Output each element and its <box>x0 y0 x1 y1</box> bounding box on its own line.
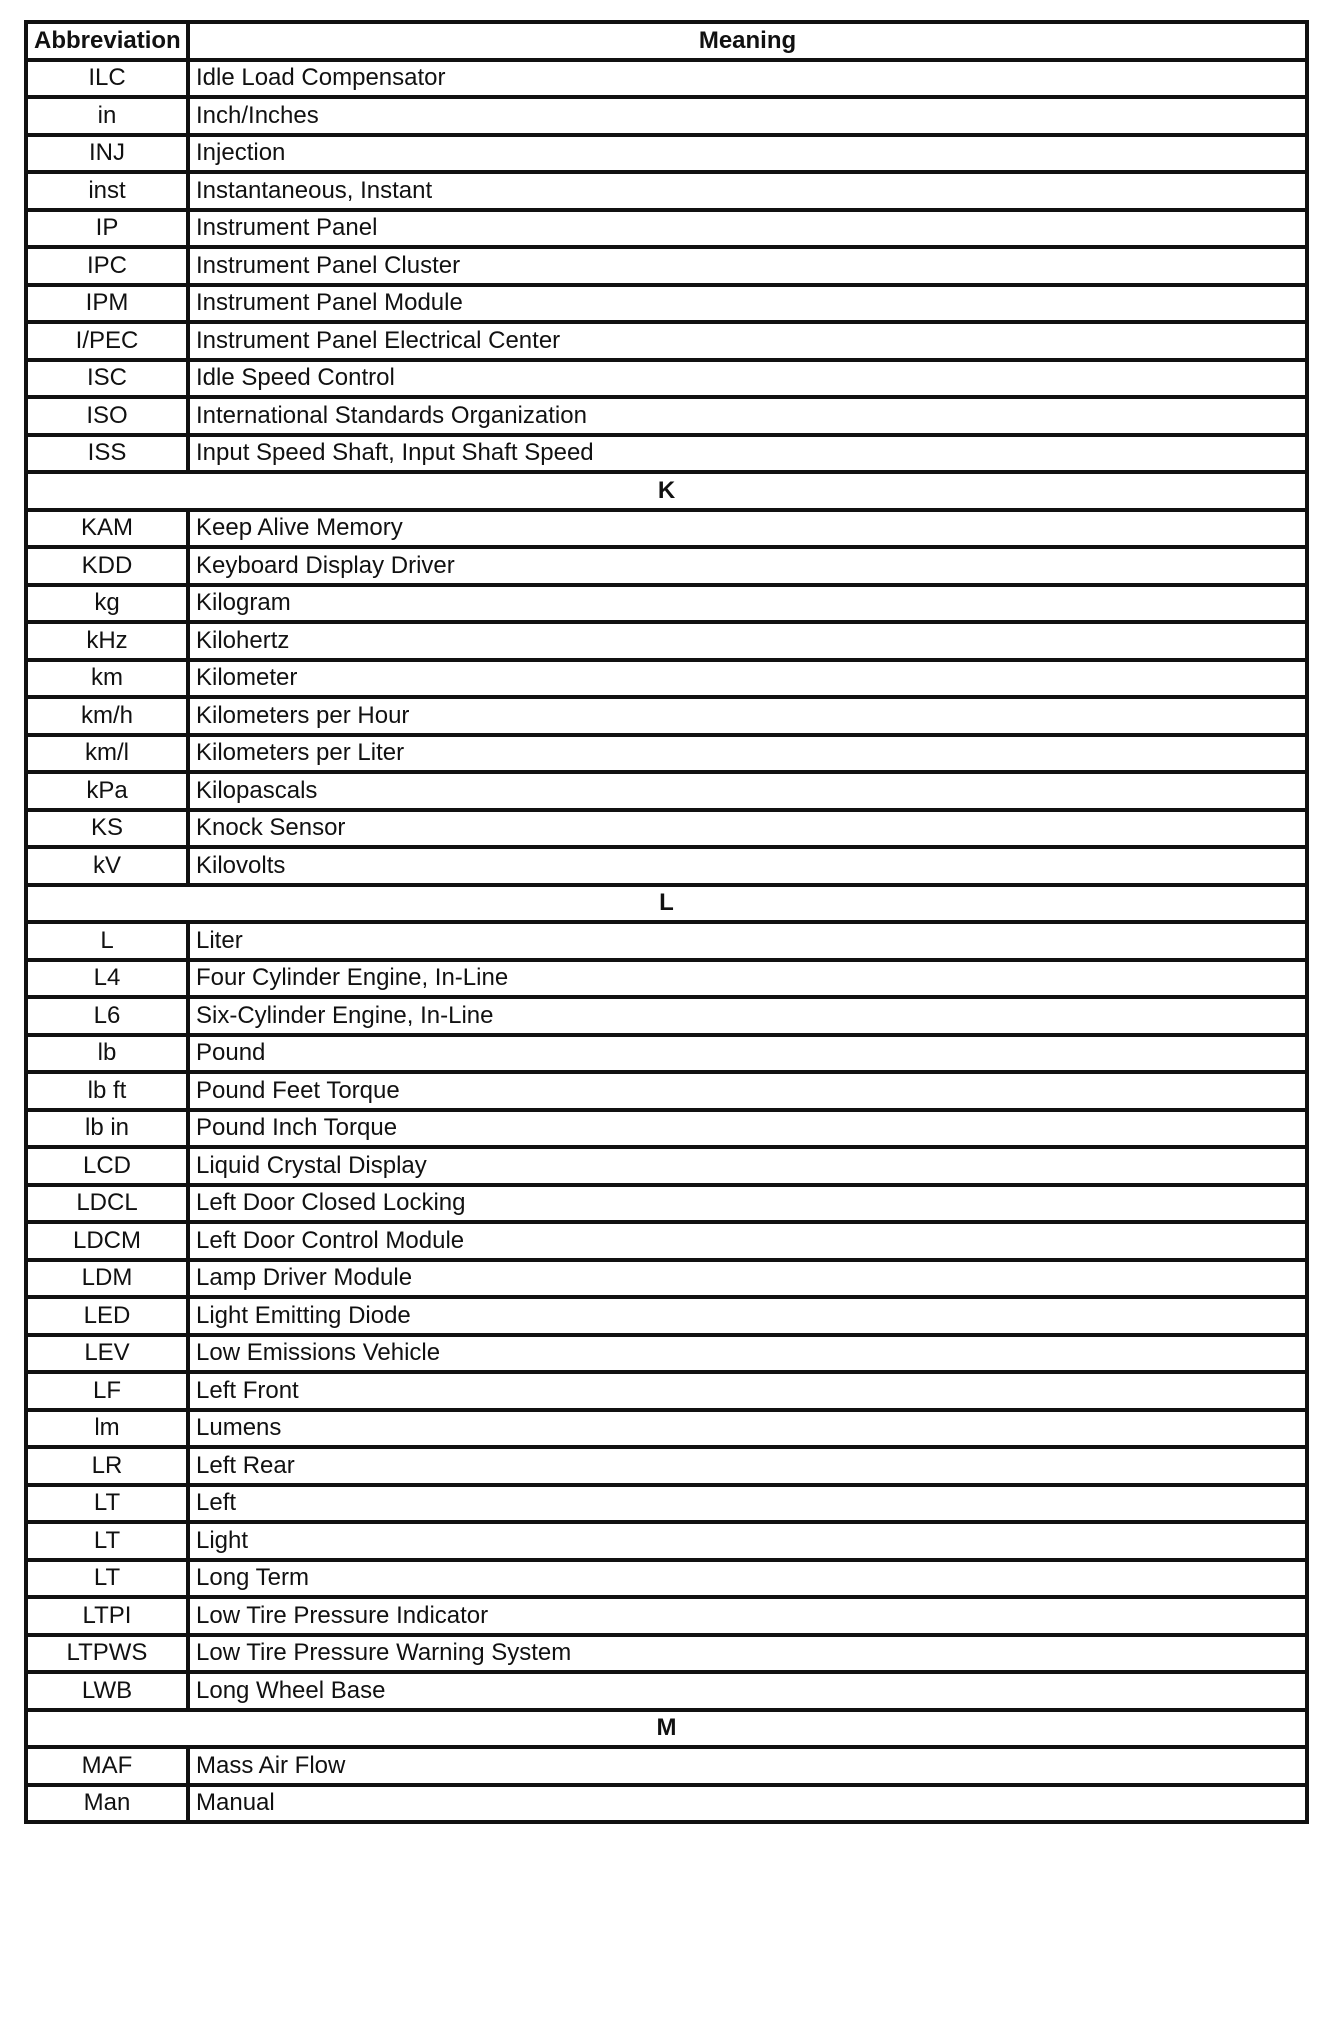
meaning-cell: Idle Speed Control <box>188 360 1307 398</box>
meaning-cell: Left Door Closed Locking <box>188 1185 1307 1223</box>
meaning-cell: Keep Alive Memory <box>188 510 1307 548</box>
table-row <box>26 1747 1307 1785</box>
meaning-cell: Kilopascals <box>188 772 1307 810</box>
table-row <box>26 1560 1307 1598</box>
meaning-cell: Mass Air Flow <box>188 1747 1307 1785</box>
meaning-cell: Pound <box>188 1035 1307 1073</box>
table-row <box>26 285 1307 323</box>
section-row <box>26 472 1307 510</box>
table-row <box>26 922 1307 960</box>
table-row <box>26 1485 1307 1523</box>
meaning-cell: Pound Feet Torque <box>188 1072 1307 1110</box>
meaning-cell: Light <box>188 1522 1307 1560</box>
meaning-cell: Instrument Panel Cluster <box>188 247 1307 285</box>
meaning-cell: Left <box>188 1485 1307 1523</box>
table-row <box>26 97 1307 135</box>
table-row <box>26 1785 1307 1823</box>
table-row <box>26 1597 1307 1635</box>
table-row <box>26 1297 1307 1335</box>
table-row <box>26 1147 1307 1185</box>
abbreviation-cell: LEV <box>26 1335 188 1373</box>
meaning-cell: Manual <box>188 1785 1307 1823</box>
table-row <box>26 810 1307 848</box>
table-row <box>26 135 1307 173</box>
abbreviation-cell: ILC <box>26 60 188 98</box>
abbreviation-cell: km/l <box>26 735 188 773</box>
abbreviation-cell: I/PEC <box>26 322 188 360</box>
abbreviation-cell: LT <box>26 1522 188 1560</box>
table-row <box>26 697 1307 735</box>
table-row <box>26 247 1307 285</box>
meaning-cell: Left Rear <box>188 1447 1307 1485</box>
abbreviation-cell: Man <box>26 1785 188 1823</box>
table-row <box>26 60 1307 98</box>
abbreviation-cell: KS <box>26 810 188 848</box>
meaning-cell: Keyboard Display Driver <box>188 547 1307 585</box>
abbreviation-cell: LR <box>26 1447 188 1485</box>
table-row <box>26 1222 1307 1260</box>
abbreviation-cell: lb <box>26 1035 188 1073</box>
meaning-cell: Instrument Panel Module <box>188 285 1307 323</box>
table-row <box>26 1072 1307 1110</box>
meaning-cell: Low Emissions Vehicle <box>188 1335 1307 1373</box>
meaning-cell: Long Term <box>188 1560 1307 1598</box>
abbreviation-cell: LF <box>26 1372 188 1410</box>
table-row <box>26 847 1307 885</box>
meaning-cell: Left Front <box>188 1372 1307 1410</box>
meaning-cell: Low Tire Pressure Indicator <box>188 1597 1307 1635</box>
table-row <box>26 172 1307 210</box>
table-row <box>26 1335 1307 1373</box>
meaning-cell: Liter <box>188 922 1307 960</box>
abbreviation-cell: kHz <box>26 622 188 660</box>
abbreviation-cell: LDCM <box>26 1222 188 1260</box>
table-row <box>26 1035 1307 1073</box>
meaning-cell: Long Wheel Base <box>188 1672 1307 1710</box>
abbreviation-cell: IPC <box>26 247 188 285</box>
meaning-cell: Low Tire Pressure Warning System <box>188 1635 1307 1673</box>
meaning-cell: Inch/Inches <box>188 97 1307 135</box>
meaning-cell: Pound Inch Torque <box>188 1110 1307 1148</box>
meaning-cell: Kilometers per Liter <box>188 735 1307 773</box>
meaning-cell: Instantaneous, Instant <box>188 172 1307 210</box>
table-row <box>26 960 1307 998</box>
abbreviation-cell: kPa <box>26 772 188 810</box>
abbreviation-cell: L4 <box>26 960 188 998</box>
section-row <box>26 1710 1307 1748</box>
abbreviation-cell: LED <box>26 1297 188 1335</box>
meaning-cell: Kilohertz <box>188 622 1307 660</box>
abbreviation-cell: inst <box>26 172 188 210</box>
abbreviation-cell: IPM <box>26 285 188 323</box>
table-row <box>26 397 1307 435</box>
table-row <box>26 585 1307 623</box>
meaning-cell: Input Speed Shaft, Input Shaft Speed <box>188 435 1307 473</box>
meaning-cell: Injection <box>188 135 1307 173</box>
table-row <box>26 510 1307 548</box>
abbreviation-table <box>24 20 1309 1824</box>
meaning-cell: Idle Load Compensator <box>188 60 1307 98</box>
abbreviation-cell: LDCL <box>26 1185 188 1223</box>
table-row <box>26 622 1307 660</box>
abbreviation-cell: lm <box>26 1410 188 1448</box>
meaning-cell: Instrument Panel Electrical Center <box>188 322 1307 360</box>
header-row <box>26 22 1307 60</box>
meaning-cell: International Standards Organization <box>188 397 1307 435</box>
abbreviation-cell: in <box>26 97 188 135</box>
abbreviation-column-header: Abbreviation <box>26 22 188 60</box>
table-row <box>26 1410 1307 1448</box>
meaning-cell: Six-Cylinder Engine, In-Line <box>188 997 1307 1035</box>
meaning-cell: Left Door Control Module <box>188 1222 1307 1260</box>
meaning-cell: Lumens <box>188 1410 1307 1448</box>
table-row <box>26 735 1307 773</box>
abbreviation-cell: ISC <box>26 360 188 398</box>
meaning-cell: Kilometers per Hour <box>188 697 1307 735</box>
abbreviation-cell: LCD <box>26 1147 188 1185</box>
table-row <box>26 1372 1307 1410</box>
abbreviation-cell: km <box>26 660 188 698</box>
table-row <box>26 1110 1307 1148</box>
meaning-cell: Knock Sensor <box>188 810 1307 848</box>
abbreviation-cell: ISS <box>26 435 188 473</box>
table-row <box>26 772 1307 810</box>
table-row <box>26 997 1307 1035</box>
meaning-column-header: Meaning <box>188 22 1307 60</box>
abbreviation-cell: LTPWS <box>26 1635 188 1673</box>
section-letter: M <box>26 1710 1307 1748</box>
meaning-cell: Lamp Driver Module <box>188 1260 1307 1298</box>
table-row <box>26 1260 1307 1298</box>
abbreviation-cell: ISO <box>26 397 188 435</box>
abbreviation-cell: kg <box>26 585 188 623</box>
table-row <box>26 1672 1307 1710</box>
table-row <box>26 210 1307 248</box>
abbreviation-cell: kV <box>26 847 188 885</box>
abbreviation-cell: L <box>26 922 188 960</box>
abbreviation-cell: IP <box>26 210 188 248</box>
table-row <box>26 322 1307 360</box>
abbreviation-cell: LDM <box>26 1260 188 1298</box>
abbreviation-cell: lb ft <box>26 1072 188 1110</box>
abbreviation-cell: km/h <box>26 697 188 735</box>
meaning-cell: Instrument Panel <box>188 210 1307 248</box>
abbreviation-cell: LT <box>26 1560 188 1598</box>
abbreviation-cell: LTPI <box>26 1597 188 1635</box>
meaning-cell: Light Emitting Diode <box>188 1297 1307 1335</box>
table-row <box>26 1185 1307 1223</box>
meaning-cell: Kilovolts <box>188 847 1307 885</box>
abbreviation-cell: LWB <box>26 1672 188 1710</box>
abbreviation-cell: LT <box>26 1485 188 1523</box>
section-row <box>26 885 1307 923</box>
table-row <box>26 660 1307 698</box>
abbreviation-cell: lb in <box>26 1110 188 1148</box>
table-row <box>26 1447 1307 1485</box>
table-body <box>26 60 1307 1823</box>
meaning-cell: Kilogram <box>188 585 1307 623</box>
abbreviation-cell: KDD <box>26 547 188 585</box>
meaning-cell: Kilometer <box>188 660 1307 698</box>
table-row <box>26 1635 1307 1673</box>
meaning-cell: Liquid Crystal Display <box>188 1147 1307 1185</box>
table-row <box>26 547 1307 585</box>
table-row <box>26 1522 1307 1560</box>
abbreviation-cell: INJ <box>26 135 188 173</box>
abbreviation-cell: MAF <box>26 1747 188 1785</box>
abbreviation-cell: L6 <box>26 997 188 1035</box>
abbreviation-cell: KAM <box>26 510 188 548</box>
table-row <box>26 360 1307 398</box>
section-letter: K <box>26 472 1307 510</box>
table-row <box>26 435 1307 473</box>
section-letter: L <box>26 885 1307 923</box>
meaning-cell: Four Cylinder Engine, In-Line <box>188 960 1307 998</box>
